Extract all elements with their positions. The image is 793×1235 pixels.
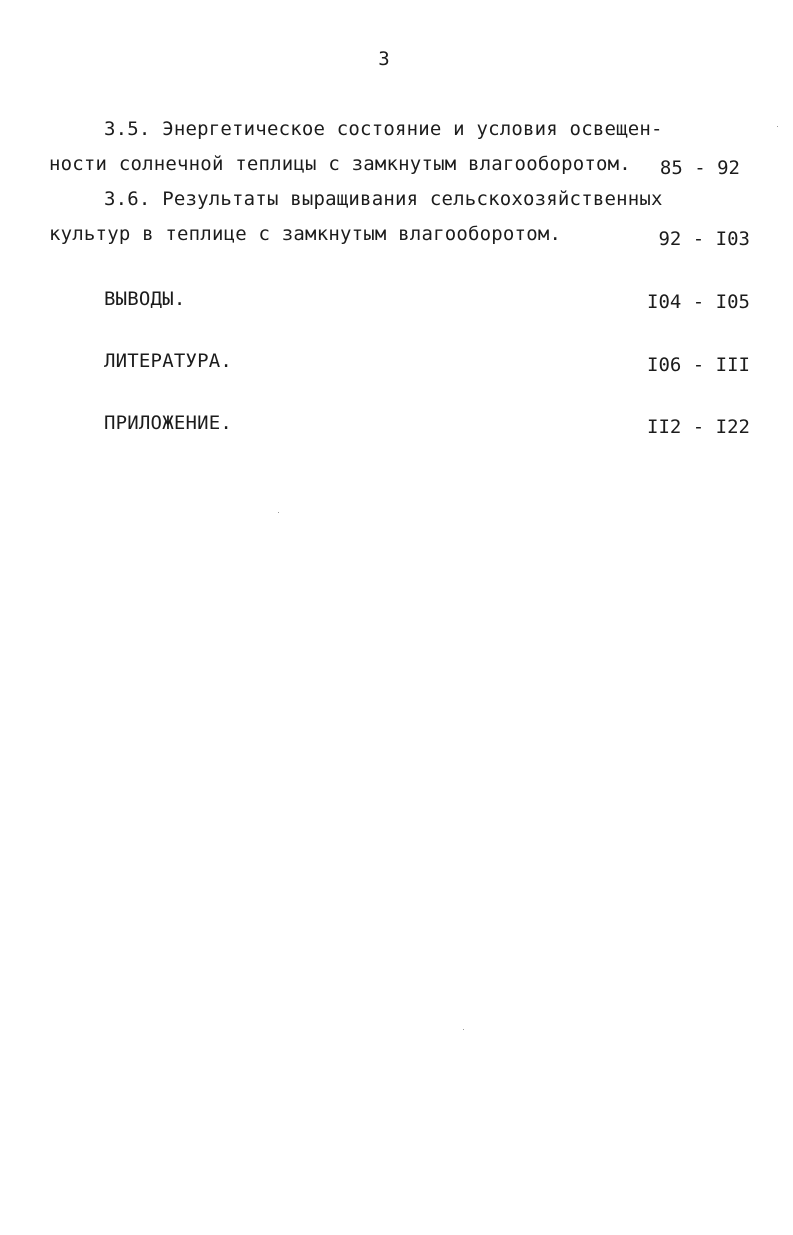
scan-speck xyxy=(278,512,279,513)
toc-entry-line: ЛИТЕРАТУРА. xyxy=(104,350,233,372)
toc-entry-line: ПРИЛОЖЕНИЕ. xyxy=(104,412,233,434)
toc-entry-line: ВЫВОДЫ. xyxy=(104,288,186,310)
toc-page-range: II2 - I22 xyxy=(647,416,750,438)
toc-entry-line: 3.5. Энергетическое состояние и условия освещен- xyxy=(104,118,663,140)
toc-page-range: 92 - I03 xyxy=(658,228,750,250)
toc-page-range: I04 - I05 xyxy=(647,291,750,313)
page-number: 3 xyxy=(378,48,390,70)
toc-page-range: 85 - 92 xyxy=(659,157,740,179)
toc-entry-line: культур в теплице с замкнутым влагооборотом. xyxy=(49,223,562,245)
toc-entry-line: 3.6. Результаты выращивания сельскохозяйственных xyxy=(104,188,663,210)
scan-speck xyxy=(777,126,778,127)
toc-entry-line: ности солнечной теплицы с замкнутым влагооборотом. xyxy=(49,153,631,175)
toc-page-range: I06 - III xyxy=(647,354,750,376)
scan-speck xyxy=(463,1029,464,1030)
